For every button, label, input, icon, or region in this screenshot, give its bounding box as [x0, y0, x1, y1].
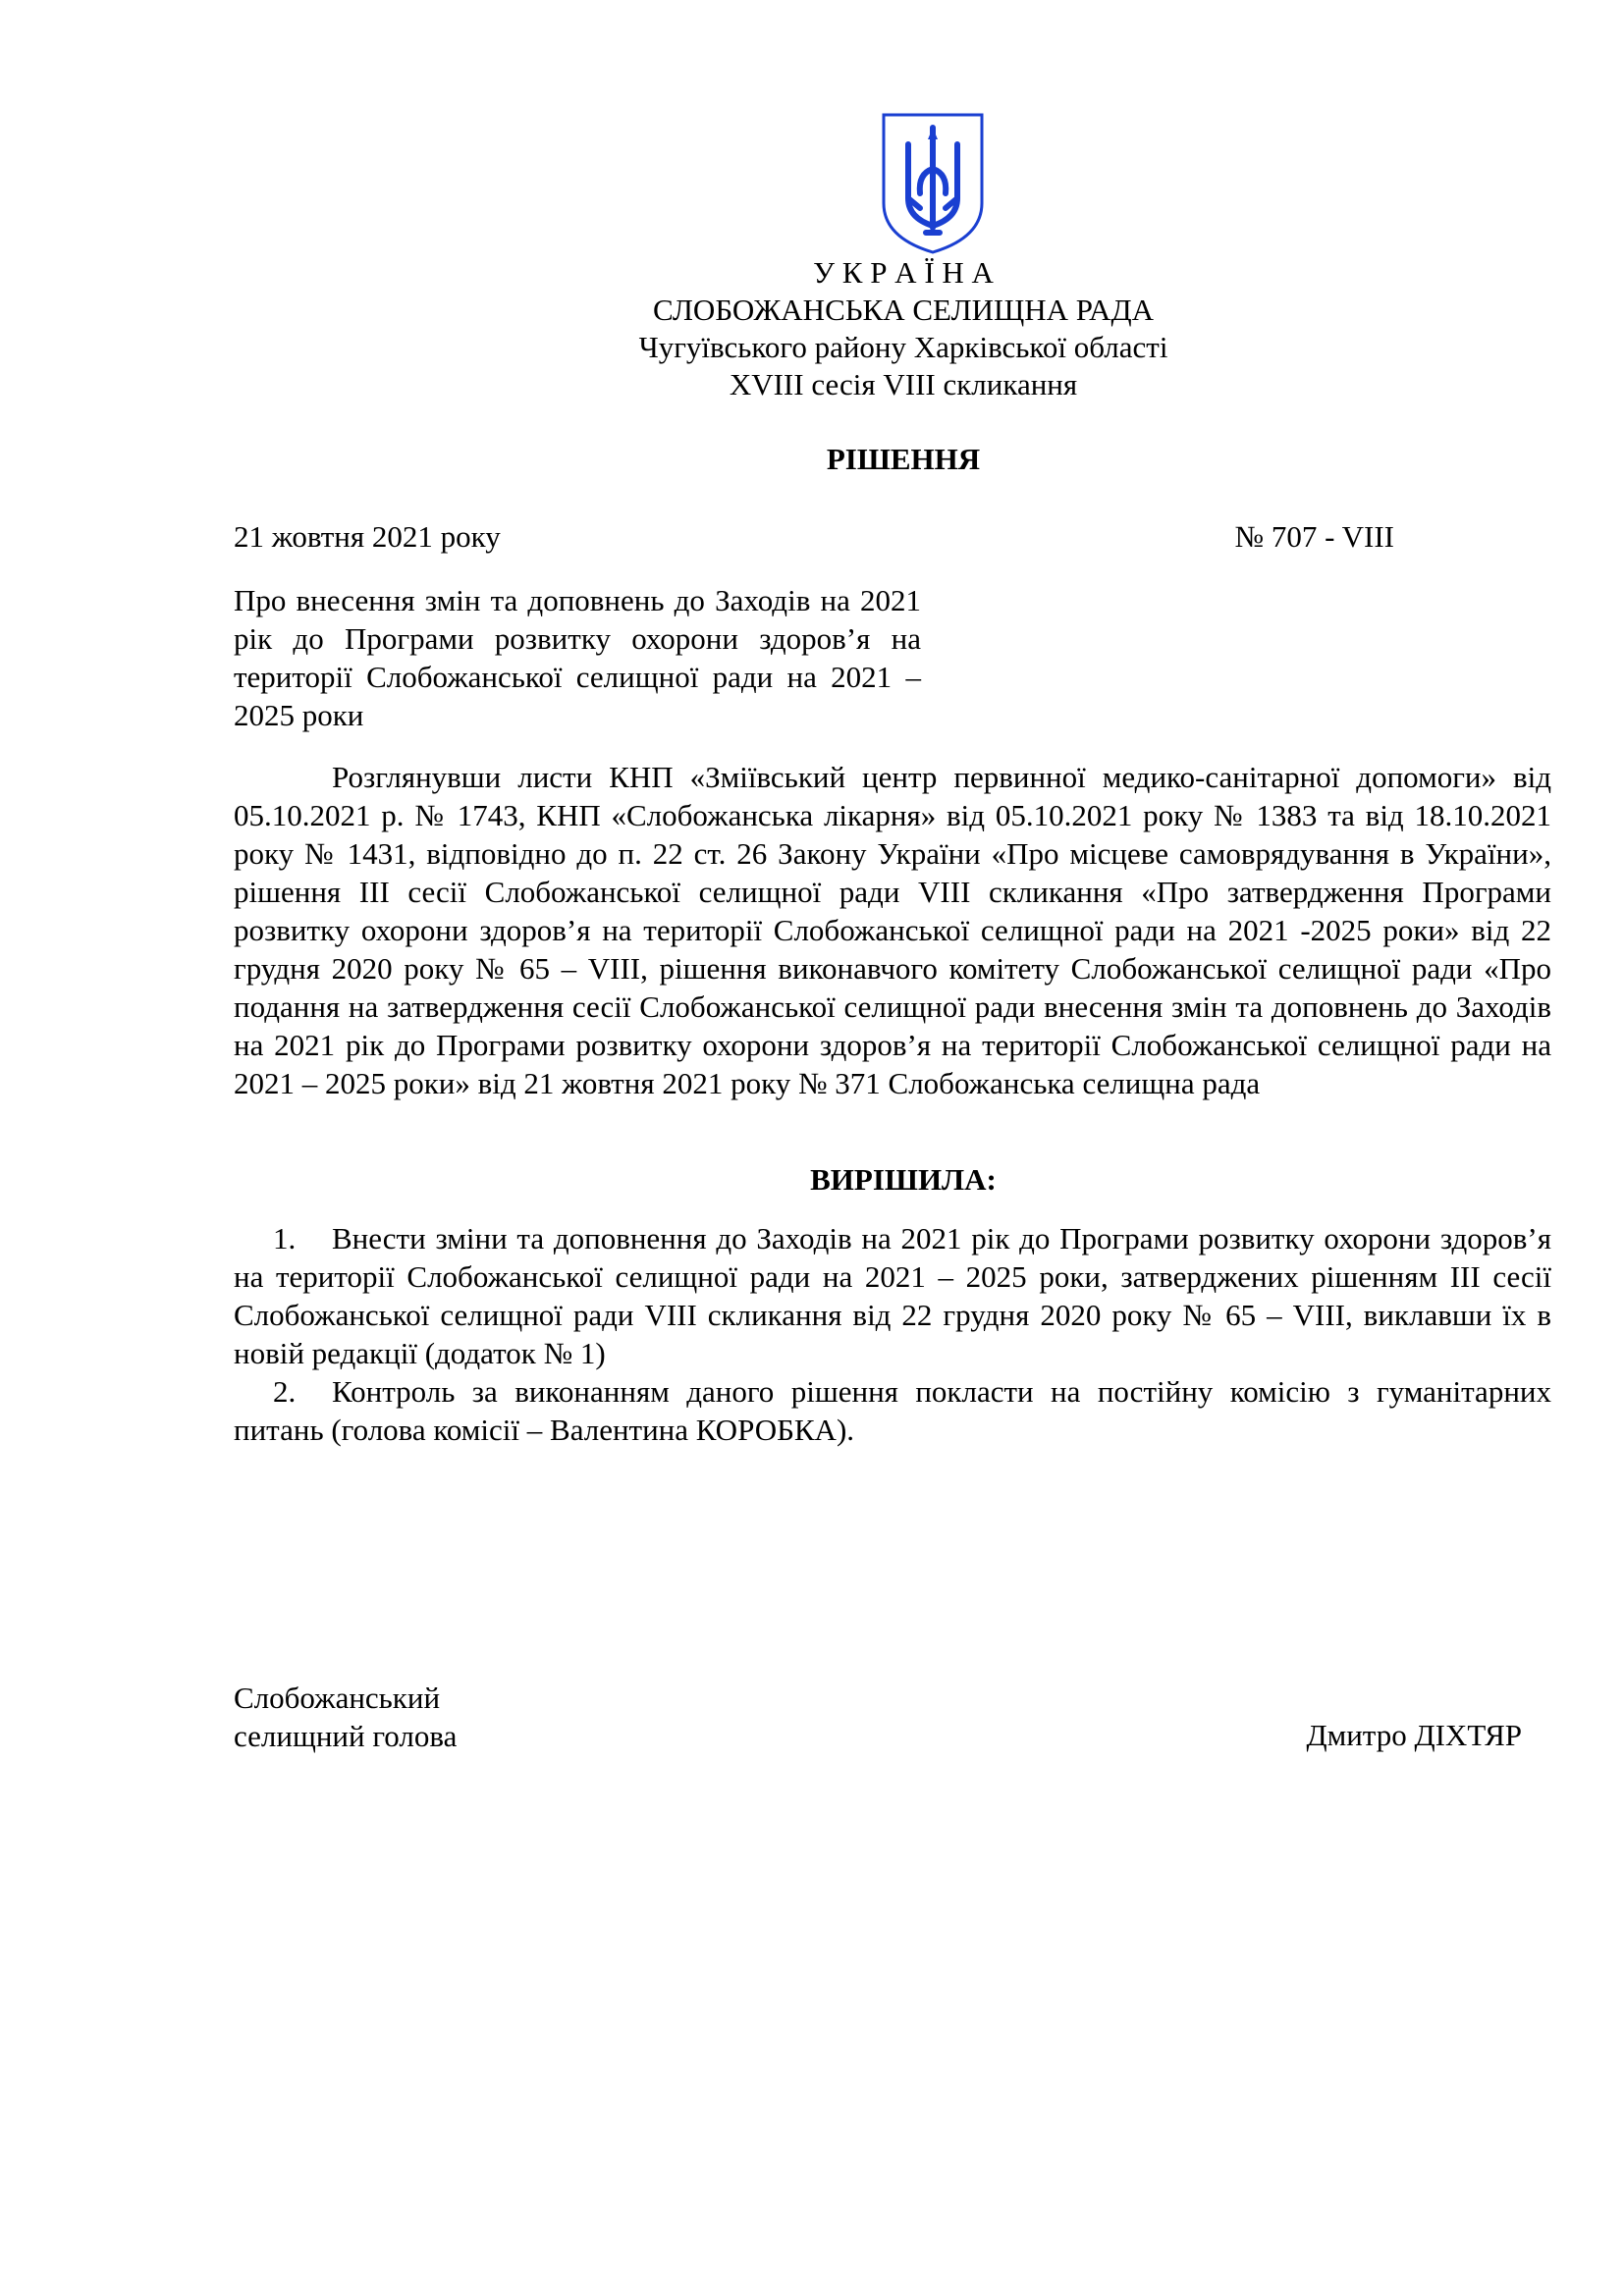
signatory-name: Дмитро ДІХТЯР	[1306, 1718, 1522, 1752]
header-country: У К Р А Ї Н А	[813, 255, 994, 290]
decision-number: № 707 - VIII	[1234, 519, 1394, 554]
decision-item-text: Внести зміни та доповнення до Заходів на 2021 рік до Програми розвитку охорони здоров’я на території Слобожанської селищної ради на 2021 – 2025 роки, затверджених рішенням ІІІ сесії Слобожанської селищної ради VIII скликання від 22 грудня 2020 року № 65 – VIII, виклавши їх в новій редакції (додаток № 1)	[234, 1221, 1551, 1370]
decision-item	[234, 1219, 1551, 1372]
decision-item-text: Контроль за виконанням даного рішення покласти на постійну комісію з гуманітарних питань (голова комісії – Валентина КОРОБКА).	[234, 1374, 1551, 1447]
header-council: СЛОБОЖАНСЬКА СЕЛИЩНА РАДА	[653, 293, 1154, 327]
coat-of-arms-trident-icon	[879, 110, 987, 257]
decided-heading: ВИРІШИЛА:	[810, 1162, 997, 1197]
decision-items	[234, 1219, 1551, 1449]
signatory-title-line1: Слобожанський	[234, 1681, 441, 1715]
header-district: Чугуївського району Харківської області	[638, 330, 1168, 364]
decision-item-number: 2.	[273, 1374, 297, 1409]
header-session: XVIII сесія VIII скликання	[729, 367, 1078, 401]
preamble-paragraph: Розглянувши листи КНП «Зміївський центр первинної медико-санітарної допомоги» від 05.10.2021 р. № 1743, КНП «Слобожанська лікарня» від 05.10.2021 року № 1383 та від 18.10.2021 року № 1431, відповідно до п. 22 ст. 26 Закону України «Про місцеве самоврядування в України», рішення ІІІ сесії Слобожанської селищної ради VIII скликання «Про затвердження Програми розвитку охорони здоров’я на території Слобожанської селищної ради на 2021 -2025 роки» від 22 грудня 2020 року № 65 – VIII, рішення виконавчого комітету Слобожанської селищної ради «Про подання на затвердження сесії Слобожанської селищної ради внесення змін та доповнень до Заходів на 2021 рік до Програми розвитку охорони здоров’я на території Слобожанської селищної ради на 2021 – 2025 роки» від 21 жовтня 2021 року № 371 Слобожанська селищна рада	[234, 760, 1551, 1100]
document-type-title: РІШЕННЯ	[826, 442, 981, 476]
decision-item	[234, 1372, 1551, 1449]
decision-subject: Про внесення змін та доповнень до Заходів на 2021 рік до Програми розвитку охорони здоров’я на території Слобожанської селищної ради на 2021 – 2025 роки	[234, 583, 921, 732]
decision-item-number: 1.	[273, 1221, 297, 1255]
signatory-title	[234, 1679, 457, 1755]
decision-date: 21 жовтня 2021 року	[234, 519, 501, 554]
signatory-title-line2: селищний голова	[234, 1719, 458, 1753]
